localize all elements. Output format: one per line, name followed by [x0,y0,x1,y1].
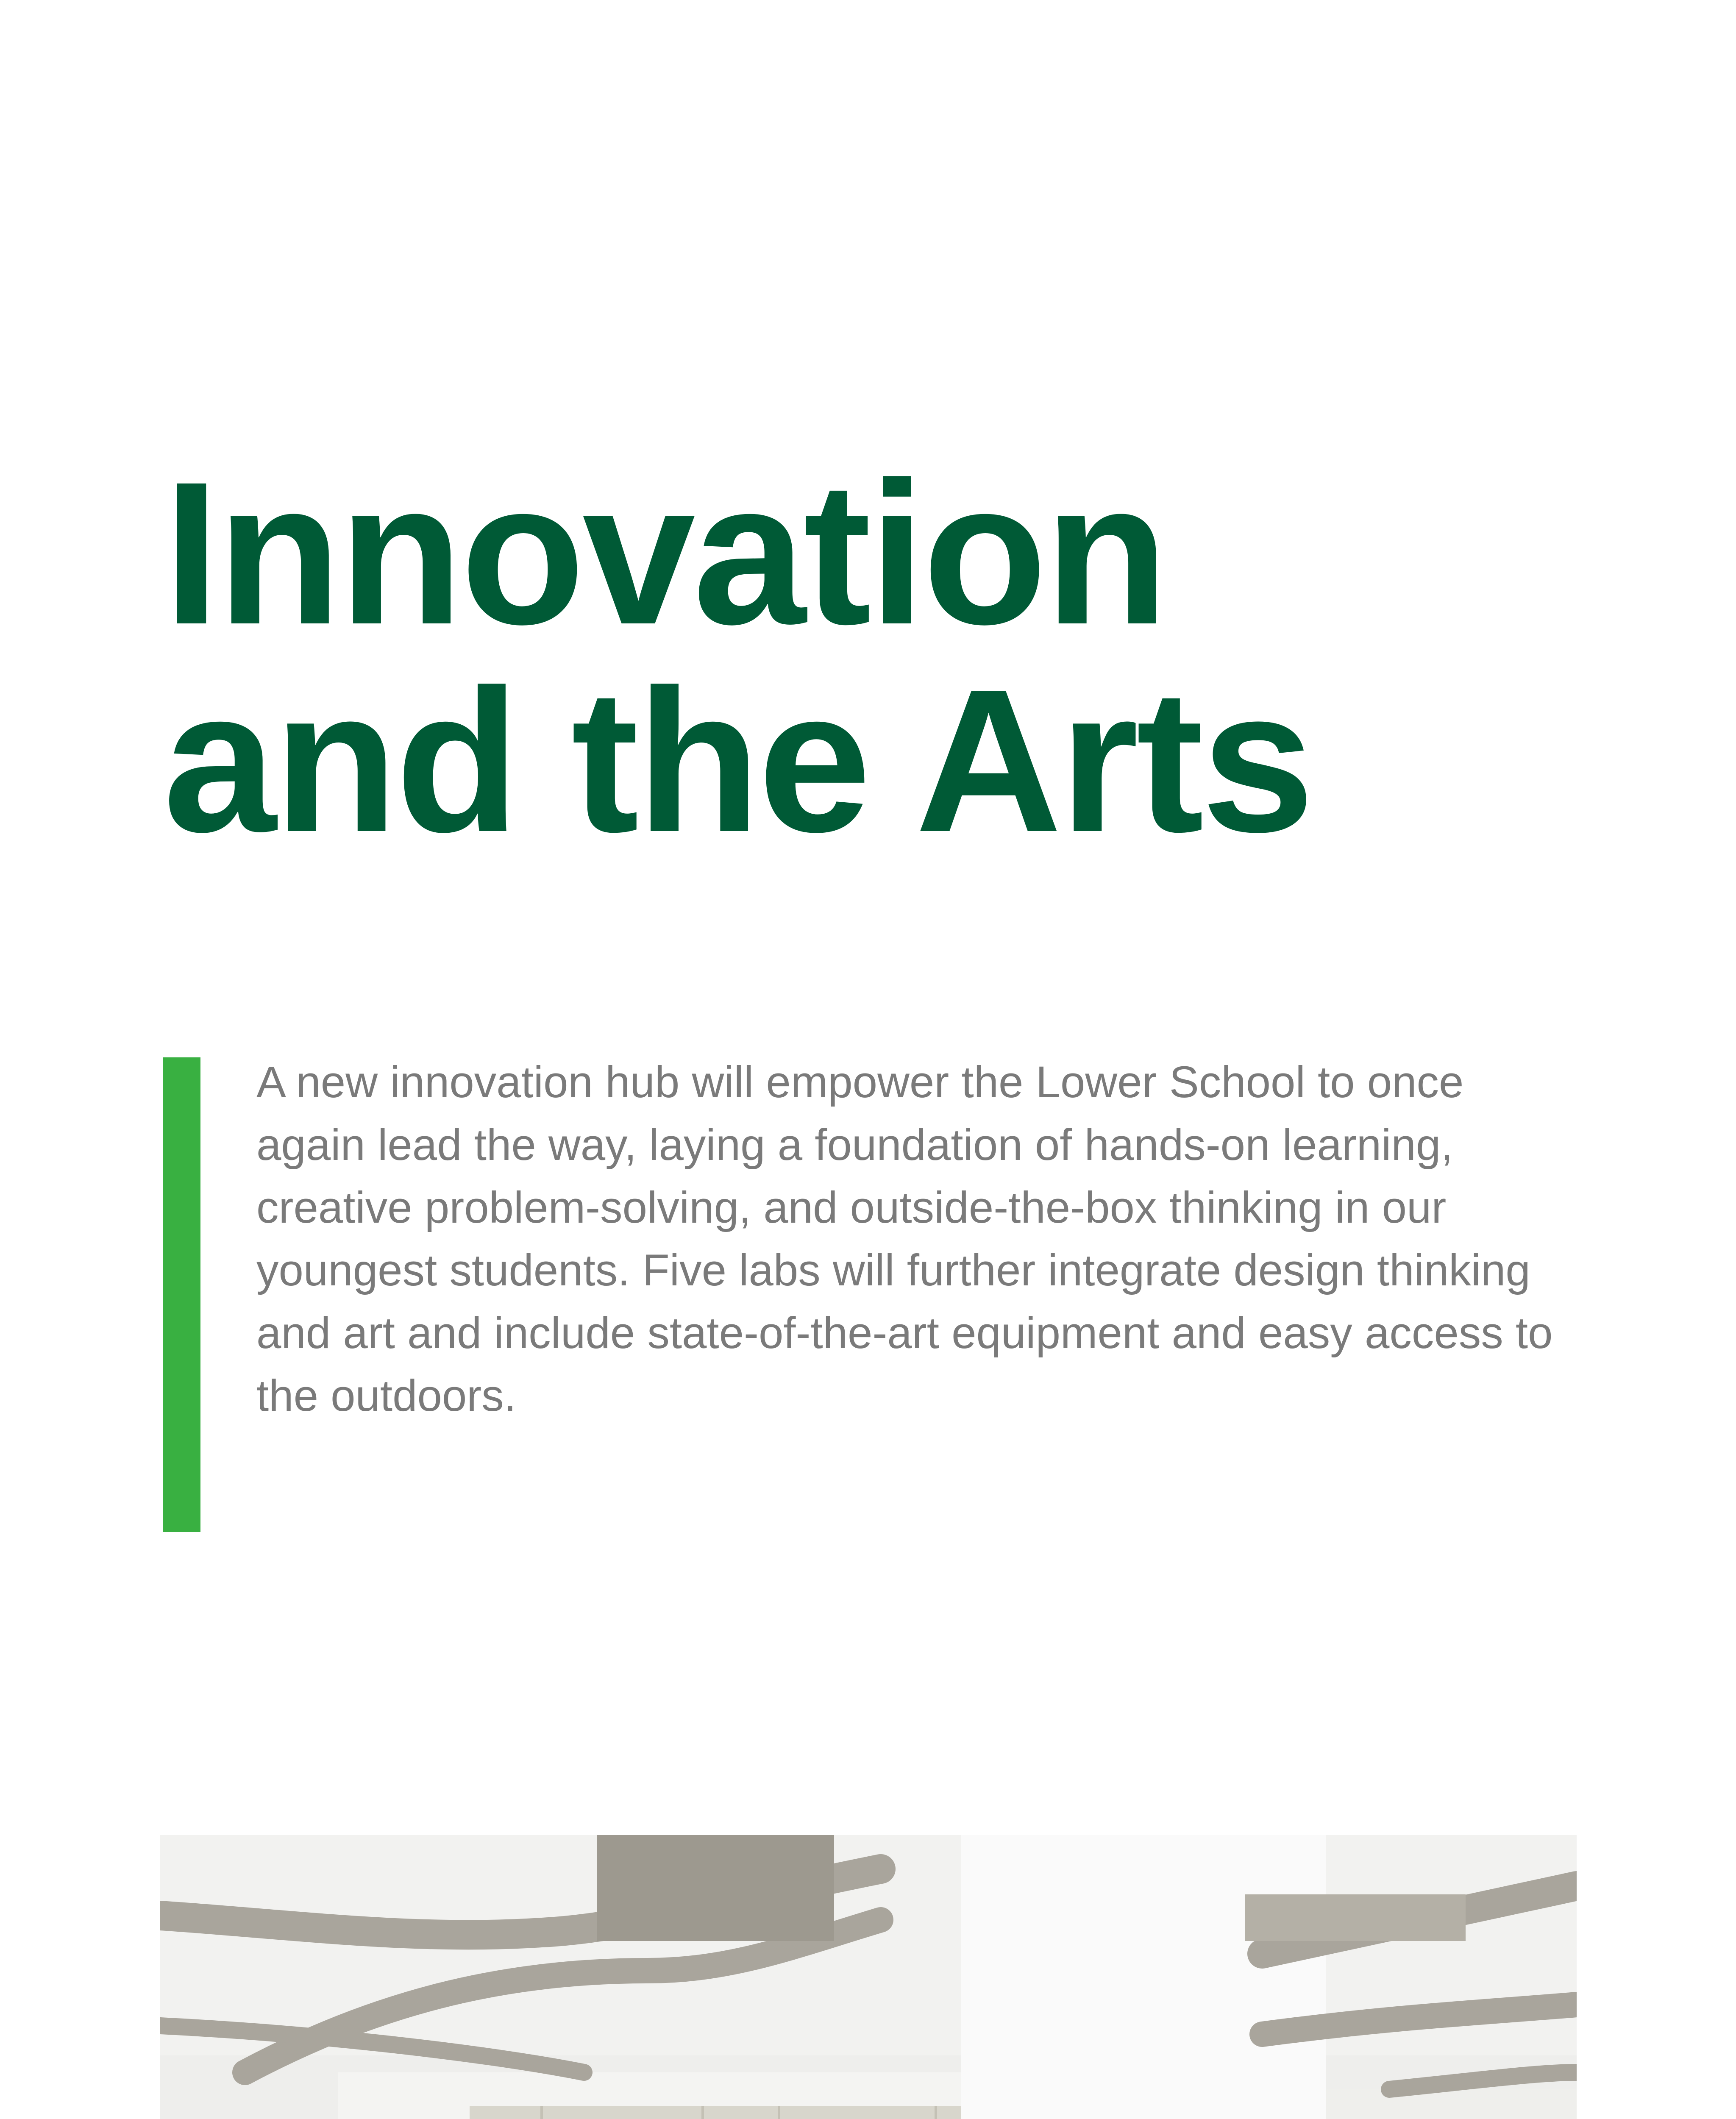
rendering-illustration [160,1835,1577,2119]
page-title [163,439,1312,874]
innovation-hub-rendering [160,1835,1577,2119]
accent-bar [163,1057,200,1532]
title-line-2: and the Arts [163,647,1312,874]
intro-paragraph: A new innovation hub will empower the Lower School to once again lead the way, laying a foundation of hands-on learning, creative problem-solving, and outside-the-box thinking in our youngest students. Five labs will further integrate design thinking and art and include state-of-the-art equipment and easy access to the outdoors. [256,1057,1553,1421]
title-line-1: Innovation [163,439,1166,667]
